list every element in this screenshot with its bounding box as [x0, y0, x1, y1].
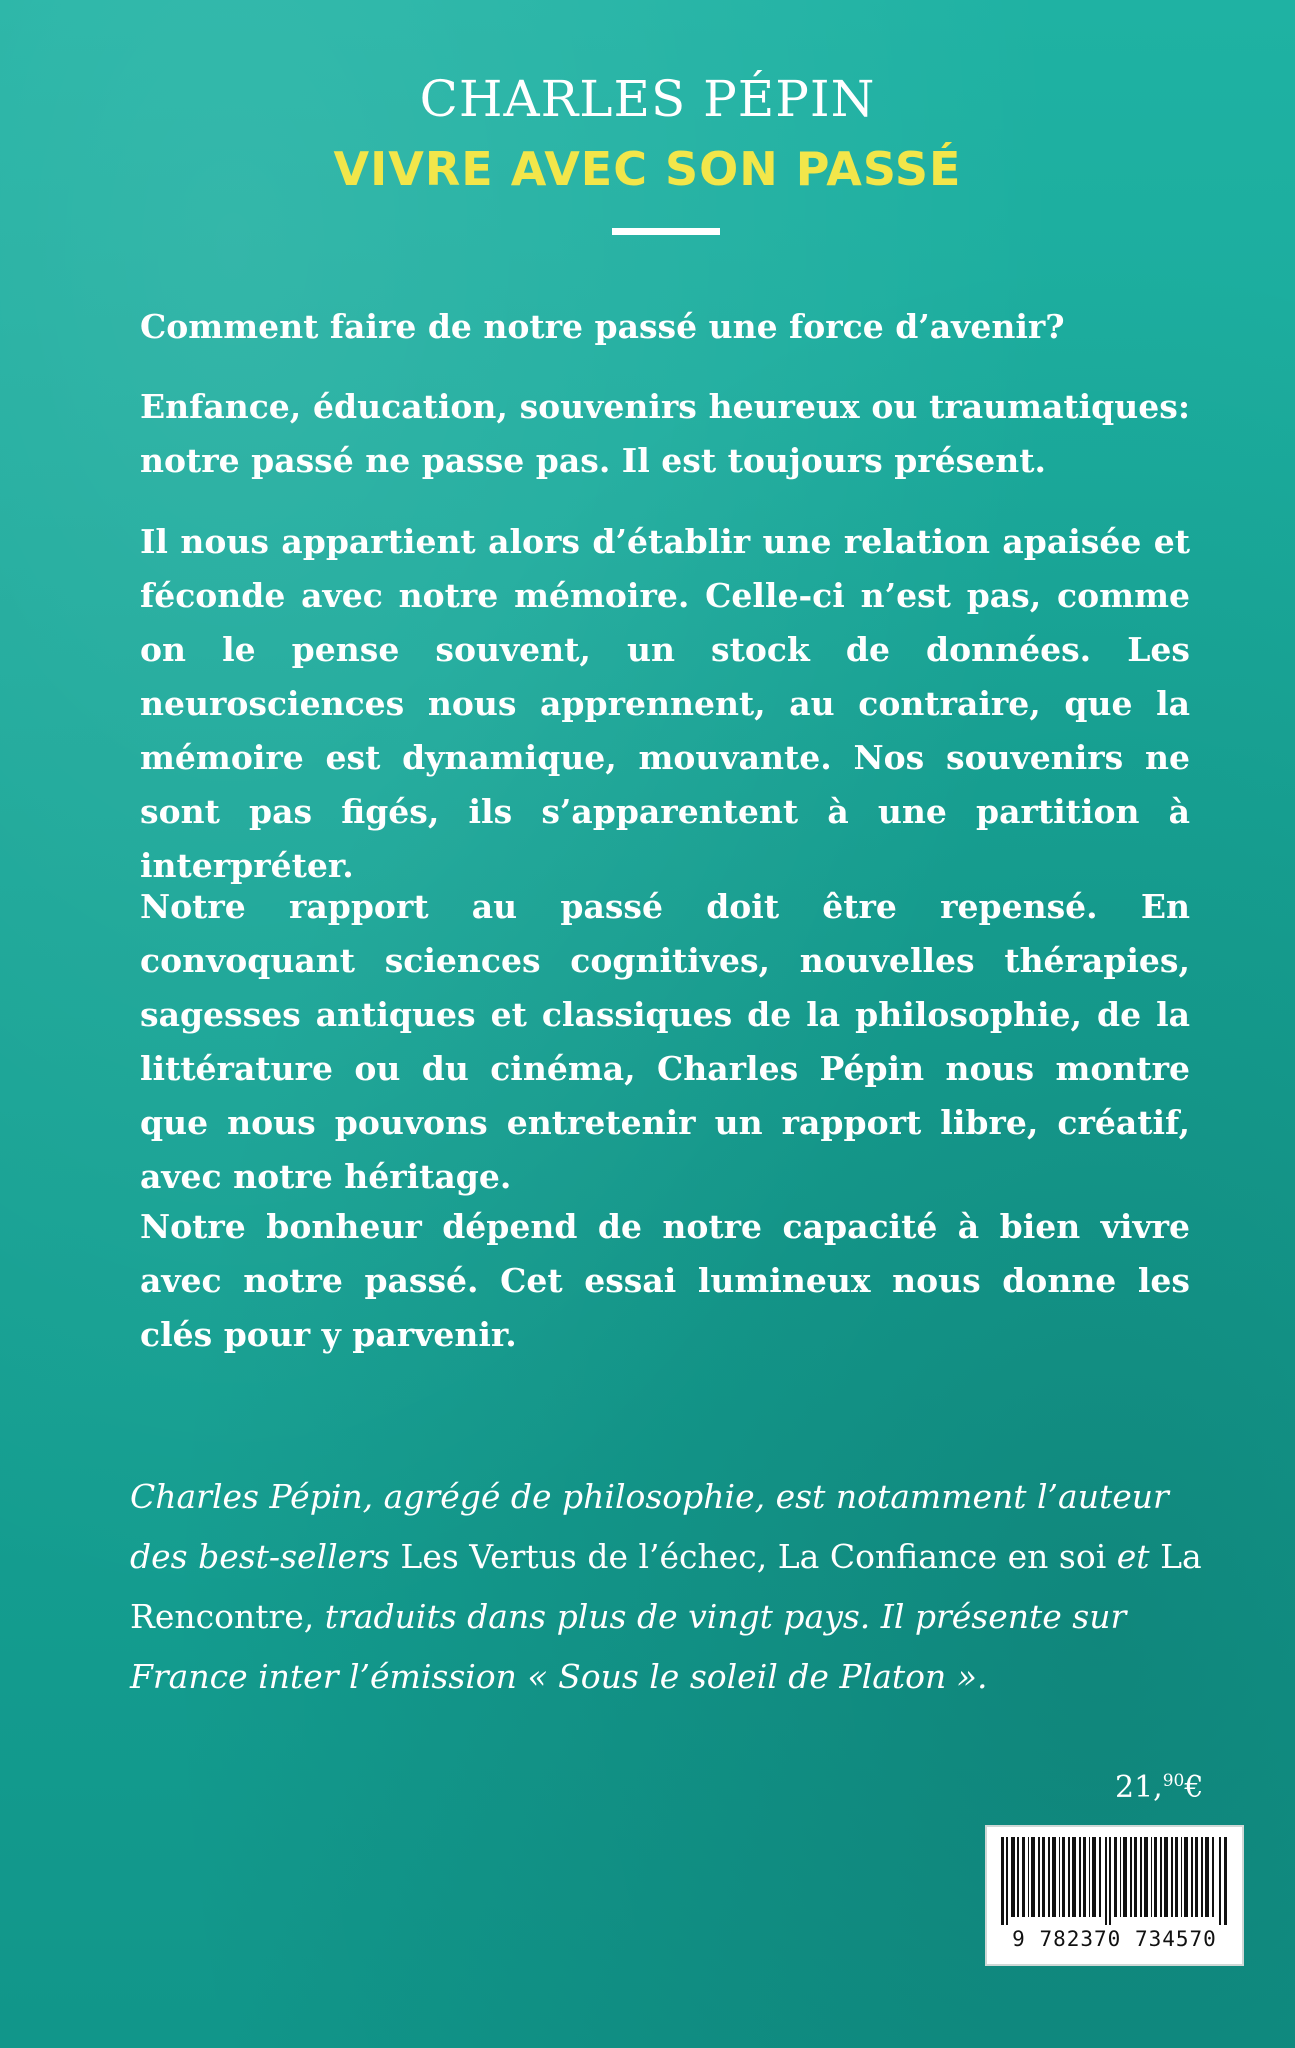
bio-text-3: traduits dans plus de vingt pays. Il présente sur France inter l’émission « Sous le soleil de Platon ». [130, 1597, 1127, 1696]
author-name: CHARLES PÉPIN [419, 70, 876, 128]
title-divider [612, 228, 720, 235]
price-main: 21, [1115, 1770, 1163, 1805]
author-bio [130, 1467, 1230, 1707]
bio-book-title: La Rencontre, [130, 1537, 1202, 1636]
price-cents: 90 [1162, 1771, 1185, 1791]
blurb-paragraph-3: Notre rapport au passé doit être repensé. En convoquant sciences cognitives, nouvelles thérapies, sagesses antiques et classiques de la philosophie, de la littérature ou du cinéma, Charles Pépin nous montre que nous pouvons entretenir un rapport libre, créatif, avec notre héritage. [140, 887, 1190, 1196]
barcode-icon [1001, 1837, 1228, 1925]
isbn-number: 9 782370 734570 [1012, 1927, 1217, 1951]
bio-book-titles: Les Vertus de l’échec, La Confiance en soi [400, 1537, 1107, 1576]
blurb-paragraph-4: Notre bonheur dépend de notre capacité à bien vivre avec notre passé. Cet essai lumineux nous donne les clés pour y parvenir. [140, 1207, 1190, 1354]
price [1115, 1770, 1203, 1805]
barcode [985, 1825, 1244, 1966]
bio-text-2: et [1116, 1537, 1150, 1576]
blurb-paragraph-2: Il nous appartient alors d’établir une relation apaisée et féconde avec notre mémoire. Celle-ci n’est pas, comme on le pense souvent, un stock de données. Les neurosciences nous apprennent, au contraire, que la mémoire est dynamique, mouvante. Nos souvenirs ne sont pas figés, ils s’apparentent à une partition à interpréter. [140, 522, 1190, 885]
blurb-paragraph-1: Enfance, éducation, souvenirs heureux ou traumatiques: notre passé ne passe pas. Il est toujours présent. [140, 387, 1190, 480]
price-currency: € [1184, 1770, 1204, 1805]
bio-text-1: Charles Pépin, agrégé de philosophie, est notamment l’auteur des best-sellers [130, 1477, 1169, 1576]
book-title: VIVRE AVEC SON PASSÉ [333, 142, 962, 196]
blurb-question: Comment faire de notre passé une force d’avenir? [140, 307, 1065, 346]
